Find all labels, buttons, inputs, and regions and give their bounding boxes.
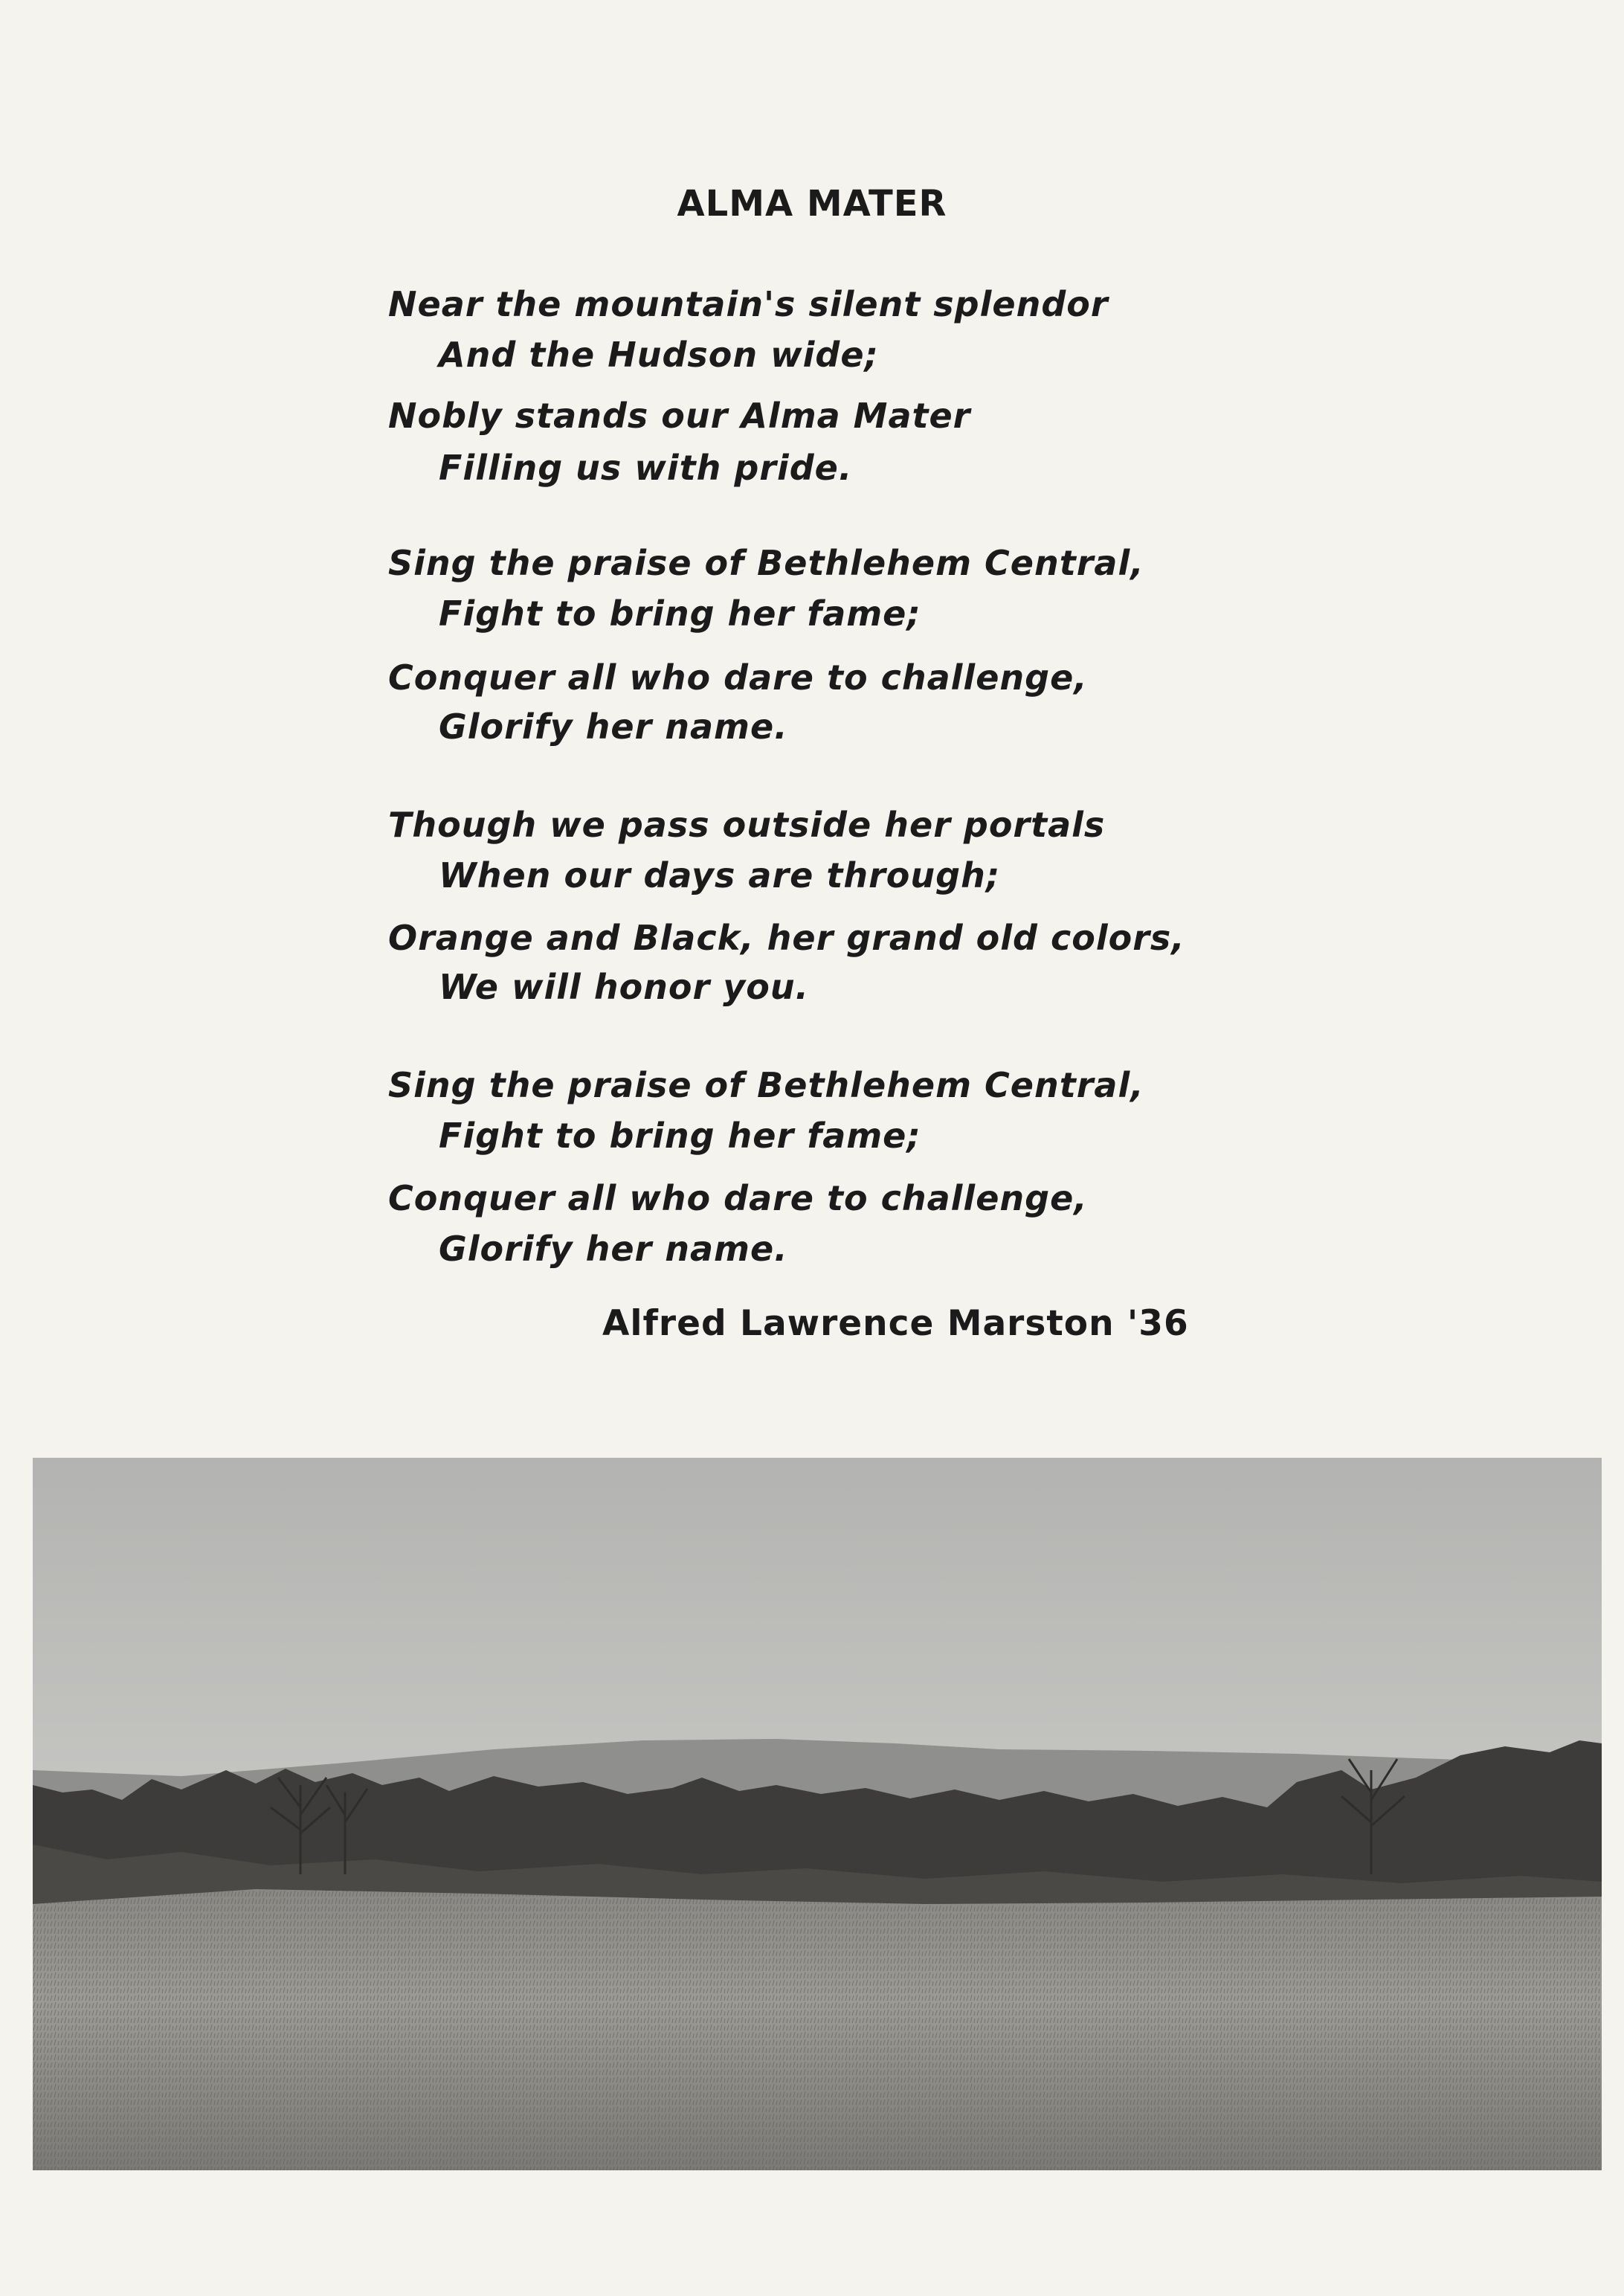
landscape-photo (33, 1458, 1602, 2170)
poem-line: Near the mountain's silent splendor (388, 284, 1109, 324)
poem-line: And the Hudson wide; (439, 335, 879, 375)
poem-line: Fight to bring her fame; (439, 594, 921, 634)
poem-line: We will honor you. (439, 967, 810, 1007)
poem-line: Glorify her name. (439, 707, 788, 747)
poem-line: Conquer all who dare to challenge, (388, 657, 1088, 698)
poem-line: Glorify her name. (439, 1229, 788, 1269)
page-title: ALMA MATER (677, 183, 947, 225)
poem-author: Alfred Lawrence Marston '36 (602, 1303, 1189, 1344)
poem-line: When our days are through; (439, 855, 1001, 895)
poem-line: Sing the praise of Bethlehem Central, (388, 1065, 1144, 1105)
poem-line: Though we pass outside her portals (388, 805, 1106, 845)
poem-line: Conquer all who dare to challenge, (388, 1178, 1088, 1218)
grass-texture (33, 1889, 1602, 2170)
poem-line: Fight to bring her fame; (439, 1116, 921, 1156)
poem-line: Filling us with pride. (439, 448, 853, 488)
poem-line: Sing the praise of Bethlehem Central, (388, 543, 1144, 583)
poem-line: Orange and Black, her grand old colors, (388, 918, 1185, 958)
poem-line: Nobly stands our Alma Mater (388, 396, 971, 436)
